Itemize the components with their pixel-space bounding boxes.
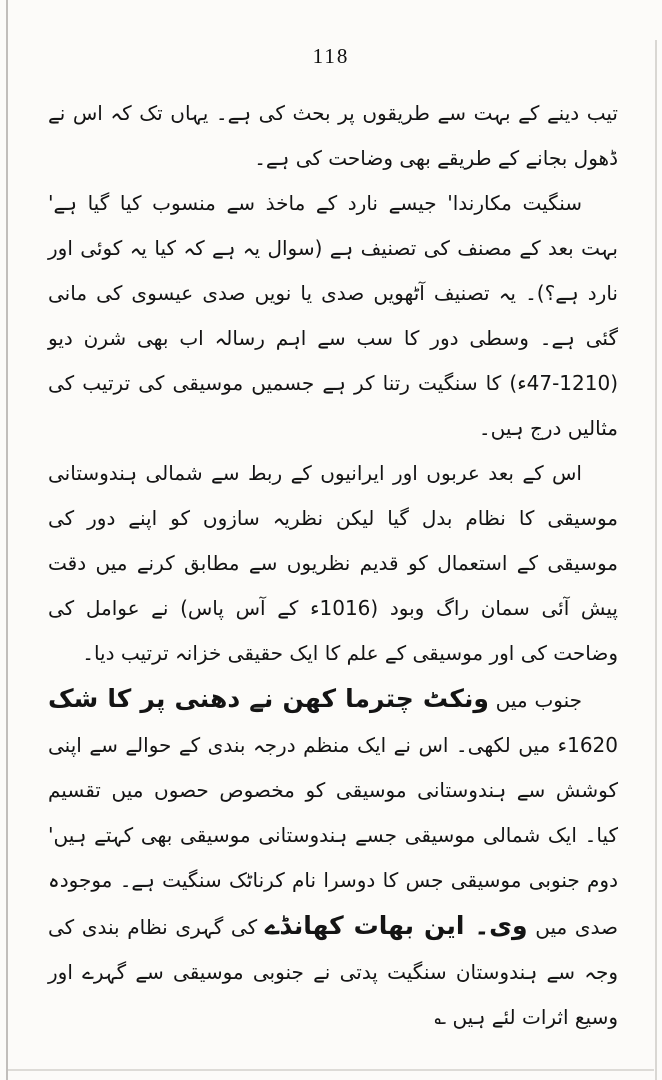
paragraph-2: سنگیت مکارندا' جیسے نارد کے ماخذ سے منسوب کیا گیا ہے' بہت بعد کے مصنف کی تصنیف ہے (سوال یہ ہے کہ کیا یہ کوئی اور نارد ہے؟)۔ یہ تصنیف آٹھویں صدی یا نویں صدی عیسوی کی مانی گئی ہے۔ وسطی دور کا سب سے اہم رسالہ اب بھی شرن دیو (1210-47ء) کا سنگیت رتنا کر ہے جسمیں موسیقی کی ترتیب کی مثالیں درج ہیں۔ [48,191,618,440]
paragraph-4-lead: جنوب میں [488,688,583,712]
paragraph-3: اس کے بعد عربوں اور ایرانیوں کے ربط سے شمالی ہندوستانی موسیقی کا نظام بدل گیا لیکن نظریہ سازوں کو اپنے دور کی موسیقی کے استعمال کو قدیم نظریوں سے مطابق کرنے میں دقت پیش آئی سمان راگ وبود (1016ء کے آس پاس) نے عوامل کی وضاحت کی اور موسیقی کے علم کا ایک حقیقی خزانہ ترتیب دیا۔ [48,461,618,665]
paragraph-1: تیب دینے کے بہت سے طریقوں پر بحث کی ہے۔ یہاں تک کہ اس نے ڈھول بجانے کے طریقے بھی وضاحت کی ہے۔ [48,101,618,170]
book-title-bold: ونکٹ چترما کھن نے دھنی پر کا شک [48,684,489,713]
page-number: 118 [312,44,350,68]
paragraph-4 [48,676,618,1040]
scan-edge-bottom [8,1069,654,1071]
paragraph-4-middle: 1620ء میں لکھی۔ اس نے ایک منظم درجہ بندی کے حوالے سے اپنی کوشش سے ہندوستانی موسیقی کو مخصوص حصوں میں تقسیم کیا۔ ایک شمالی موسیقی جسے ہندوستانی موسیقی بھی کہتے ہیں' دوم جنوبی موسیقی جس کا دوسرا نام کرناٹک سنگیت ہے۔ موجودہ صدی میں [48,733,618,939]
paragraph-4-tail: کی گہری نظام بندی کی وجہ سے ہندوستان سنگیت پدتی نے جنوبی موسیقی سے گہرے اور وسیع اثرات لئے ہیں ؎ [48,915,618,1029]
author-name-bold: وی۔ این بھات کھانڈے [264,911,528,940]
body-text [0,69,662,1040]
